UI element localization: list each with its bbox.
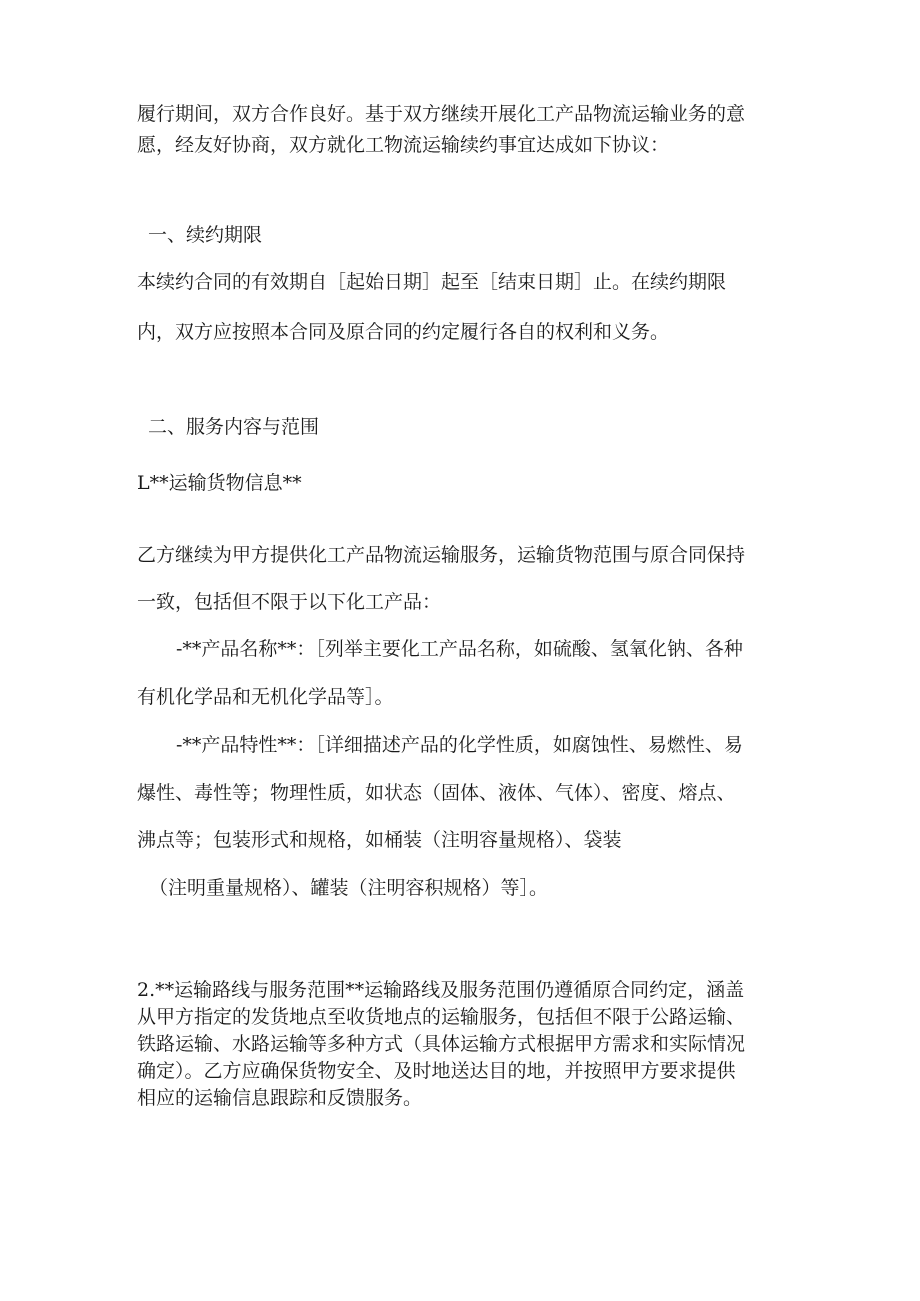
subsection-2-line-3: 铁路运输、水路运输等多种方式（具体运输方式根据甲方需求和实际情况 xyxy=(137,1033,746,1055)
subsection-2-line-1: 2.**运输路线与服务范围**运输路线及服务范围仍遵循原合同约定，涵盖 xyxy=(137,979,745,1001)
subsection-2-line-4: 确定）。乙方应确保货物安全、及时地送达目的地，并按照甲方要求提供 xyxy=(137,1060,736,1082)
goods-para-line-2: 一致，包括但不限于以下化工产品： xyxy=(137,591,442,613)
intro-line-2: 愿，经友好协商，双方就化工物流运输续约事宜达成如下协议： xyxy=(137,134,670,156)
goods-para-line-1: 乙方继续为甲方提供化工产品物流运输服务，运输货物范围与原合同保持 xyxy=(137,544,746,566)
product-name-line-1: -**产品名称**：［列举主要化工产品名称，如硫酸、氢氧化钠、各种 xyxy=(176,638,743,660)
product-property-line-1: -**产品特性**：［详细描述产品的化学性质，如腐蚀性、易燃性、易 xyxy=(176,734,743,756)
subsection-1-title: L**运输货物信息** xyxy=(137,472,302,494)
product-property-line-3: 沸点等；包装形式和规格，如桶装（注明容量规格）、袋装 xyxy=(137,829,622,851)
product-property-line-2: 爆性、毒性等；物理性质，如状态（固体、液体、气体）、密度、熔点、 xyxy=(137,782,736,804)
product-name-line-2: 有机化学品和无机化学品等］。 xyxy=(137,686,394,708)
subsection-2-line-5: 相应的运输信息跟踪和反馈服务。 xyxy=(137,1087,423,1109)
section-1-heading: 一、续约期限 xyxy=(148,224,263,246)
subsection-2-line-2: 从甲方指定的发货地点至收货地点的运输服务，包括但不限于公路运输、 xyxy=(137,1006,746,1028)
section-1-line-2: 内，双方应按照本合同及原合同的约定履行各自的权利和义务。 xyxy=(137,321,670,343)
product-property-line-4: （注明重量规格）、罐装（注明容积规格）等］。 xyxy=(149,877,549,899)
section-1-line-1: 本续约合同的有效期自［起始日期］起至［结束日期］止。在续约期限 xyxy=(137,271,727,293)
intro-line-1: 履行期间，双方合作良好。基于双方继续开展化工产品物流运输业务的意 xyxy=(137,103,746,125)
section-2-heading: 二、服务内容与范围 xyxy=(148,416,320,438)
